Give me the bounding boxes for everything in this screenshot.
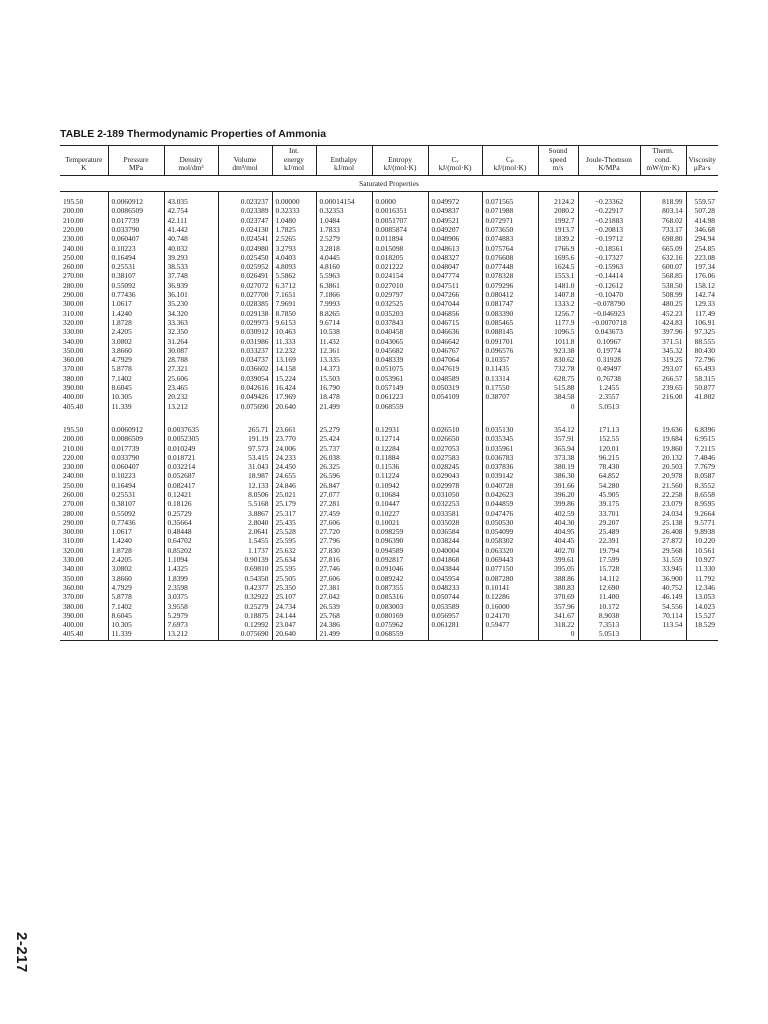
- column-header-line: Pressure: [123, 154, 149, 164]
- data-column-cell: 19.636 19.684 19.860 20.132 20.503 20.978 21.560 22.258 23.079 24.034 25.138 26.408 27.872 29.568 31.559 33.945 36.900 40.752 46.149 54.556 70.114 113.54: [640, 425, 686, 640]
- data-column-cell: 23.661 23.770 24.006 24.233 24.450 24.655 24.846 25.021 25.179 25.317 25.435 25.528 25.595 25.632 25.634 25.595 25.505 25.350 25.107 24.734 24.144 23.047 20.640: [272, 425, 316, 640]
- column-header-line: Entropy: [388, 154, 412, 164]
- data-column-cell: 265.71 191.19 97.573 53.415 31.043 18.987 12.133 8.0506 5.5168 3.8867 2.8040 2.0641 1.5455 1.1737 0.90139 0.69810 0.54350 0.42377 0.32922 0.25279 0.18875 0.12992 0.075690: [218, 425, 272, 640]
- data-column-cell: 0.00000 0.32333 1.0480 1.7825 2.5265 3.2793 4.0403 4.8093 5.5862 6.3712 7.1651 7.9691 8.7850 9.6153 10.463 11.333 12.232 13.169 14.158 15.224 16.424 17.969 20.640: [272, 192, 316, 411]
- data-column-cell: 43.035 42.754 42.111 41.442 40.748 40.032 39.293 38.533 37.748 36.939 36.101 35.230 34.320 33.363 32.350 31.264 30.087 28.788 27.321 25.606 23.465 20.232 13.212: [164, 192, 218, 411]
- data-column-cell: 6.8396 6.9515 7.2115 7.4846 7.7679 8.0587 8.3552 8.6558 8.9595 9.2664 9.5771 9.8938 10.220 10.561 10.927 11.330 11.792 12.346 13.053 14.023 15.527 18.529: [686, 425, 718, 640]
- data-column-cell: 354.12 357.91 365.94 373.38 380.19 386.30 391.66 396.20 399.86 402.59 404.30 404.95 404.45 402.70 399.61 395.05 388.86 380.83 370.69 357.96 341.67 318.22 0: [538, 425, 578, 640]
- data-column-cell: 0.0060912 0.0086509 0.017739 0.033790 0.060407 0.10223 0.16494 0.25531 0.38107 0.55092 0.77436 1.0617 1.4240 1.8728 2.4205 3.0802 3.8660 4.7929 5.8778 7.1402 8.6045 10.305 11.339: [108, 192, 164, 411]
- column-header-line: Temperature: [65, 154, 103, 164]
- data-column-cell: 0.12931 0.12714 0.12284 0.11884 0.11536 0.11224 0.10942 0.10684 0.10447 0.10227 0.10021 0.098259 0.096390 0.094589 0.092817 0.091046 0.089242 0.087355 0.085316 0.083003 0.080169 0.075962 0.068559: [372, 425, 428, 640]
- column-header-line: dm³/mol: [232, 163, 258, 173]
- data-column-cell: 559.57 507.28 414.98 346.68 294.94 254.85 223.08 197.34 176.06 158.12 142.74 129.33 117.49 106.91 97.325 88.555 80.430 72.796 65.493 58.315 50.877 41.802: [694, 197, 715, 402]
- column-header: [218, 146, 272, 176]
- column-header-line: kJ/(mol·K): [438, 163, 472, 173]
- column-header: [164, 146, 218, 176]
- column-header-line: cond.: [654, 154, 672, 164]
- column-header-line: K/MPa: [598, 163, 620, 173]
- column-header-line: Int.: [288, 146, 300, 155]
- column-header-line: Sound: [548, 146, 568, 155]
- data-column-cell: 25.279 25.424 25.737 26.038 26.325 26.596 26.847 27.077 27.281 27.459 27.606 27.720 27.796 27.830 27.816 27.746 27.606 27.381 27.042 26.539 25.768 24.386 21.499: [316, 425, 372, 640]
- column-header-line: kJ/(mol·K): [493, 163, 527, 173]
- column-header-line: Cₚ: [505, 154, 515, 164]
- data-column-cell: 0.00014154 0.32353 1.0484 1.7833 2.5279 3.2818 4.0445 4.8160 5.5963 6.3861 7.1866 7.9993 8.8265 9.6714 10.538 11.432 12.361 13.335 14.373 15.503 16.790 18.478 21.499: [316, 192, 372, 411]
- column-header-line: Enthalpy: [330, 154, 358, 164]
- data-column-cell: 171.13 152.55 120.01 96.215 78.430 64.852 54.280 45.905 39.175 33.701 29.207 25.489 22.391 19.794 17.599 15.728 14.112 12.690 11.400 10.172 8.9038 7.3513 5.0513: [578, 425, 640, 640]
- data-column-cell: 0.071565 0.071988 0.072971 0.073650 0.074883 0.075764 0.076608 0.077448 0.078328 0.079296 0.080412 0.081747 0.083390 0.085465 0.088145 0.091701 0.096576 0.10357 0.11435 0.13314 0.17550 0.38707: [482, 192, 538, 411]
- section-label-row: [60, 175, 718, 191]
- column-header-line: kJ/(mol·K): [383, 163, 417, 173]
- column-header-line: K: [81, 163, 87, 173]
- header-row: [60, 146, 718, 176]
- column-header: [578, 146, 640, 176]
- data-column-cell: 195.50 200.00 210.00 220.00 230.00 240.00 250.00 260.00 270.00 280.00 290.00 300.00 310.00 320.00 330.00 340.00 350.00 360.00 370.00 380.00 390.00 400.00 405.40: [60, 425, 108, 640]
- column-header-line: Density: [179, 154, 203, 164]
- page-number: 2-217: [13, 932, 30, 973]
- column-header-line: Cᵥ: [451, 154, 459, 164]
- column-header: [60, 146, 108, 176]
- data-column-cell: 0.0037635 0.0052305 0.010249 0.018721 0.032214 0.052687 0.082417 0.12421 0.18126 0.25729 0.35664 0.48448 0.64702 0.85202 1.1094 1.4325 1.8399 2.3598 3.0375 3.9558 5.2979 7.6973 13.212: [164, 425, 218, 640]
- column-header: [372, 146, 428, 176]
- column-header-line: Volume: [233, 154, 257, 164]
- data-column-cell: 2124.2 2080.2 1992.7 1913.7 1839.2 1766.9 1695.6 1624.5 1553.1 1481.0 1407.8 1333.2 1256.7 1177.9 1096.5 1011.8 923.38 830.62 732.78 628.75 515.88 384.58 0: [538, 192, 578, 411]
- ammonia-properties-table: [60, 145, 718, 641]
- column-header-line: energy: [284, 154, 304, 164]
- column-header-line: speed: [549, 154, 567, 164]
- data-column-cell: 0.049972 0.049837 0.049521 0.049207 0.048906 0.048613 0.048327 0.048047 0.047774 0.047511 0.047266 0.047044 0.046856 0.046715 0.046636 0.046642 0.046767 0.047064 0.047619 0.048589 0.050319 0.054109: [428, 192, 482, 411]
- data-column-cell: 0.023237 0.023389 0.023747 0.024130 0.024541 0.024980 0.025450 0.025952 0.026491 0.027072 0.027700 0.028385 0.029138 0.029973 0.030912 0.031986 0.033237 0.034737 0.036602 0.039054 0.042616 0.049426 0.075690: [218, 192, 272, 411]
- column-header-line: kJ/mol: [333, 163, 355, 173]
- column-header-line: μPa·s: [693, 163, 711, 173]
- column-header: [272, 146, 316, 176]
- vapor-block-row: [60, 425, 718, 640]
- column-header-line: Joule-Thomson: [586, 154, 632, 164]
- column-header-line: MPa: [129, 163, 143, 173]
- data-column-cell: 0.0000 0.0016351 0.0051707 0.0085874 0.011894 0.015098 0.018205 0.021222 0.024154 0.027010 0.029797 0.032525 0.035203 0.037843 0.040458 0.043065 0.045682 0.048339 0.051075 0.053961 0.057149 0.061223 0.068559: [372, 192, 428, 411]
- table-title: TABLE 2-189 Thermodynamic Properties of Ammonia: [60, 128, 327, 140]
- block-gap: [60, 411, 718, 425]
- data-column-cell: 0.035130 0.035345 0.035961 0.036783 0.037836 0.039142 0.040728 0.042623 0.044859 0.047476 0.050530 0.054099 0.058302 0.063320 0.069443 0.077150 0.087280 0.10141 0.12286 0.16000 0.24170 0.59477: [482, 425, 538, 640]
- column-header-line: mW/(m·K): [646, 163, 680, 173]
- data-column-cell: 0.026510 0.026650 0.027053 0.027583 0.028245 0.029043 0.029978 0.031050 0.032253 0.033581 0.035028 0.036584 0.038244 0.040004 0.041868 0.043844 0.045954 0.048233 0.050744 0.053589 0.056957 0.061281: [428, 425, 482, 640]
- column-header: [108, 146, 164, 176]
- column-header: [482, 146, 538, 176]
- column-header-line: Viscosity: [688, 154, 716, 164]
- column-header: [316, 146, 372, 176]
- column-header-line: mol/dm³: [178, 163, 204, 173]
- column-header-line: m/s: [552, 163, 564, 173]
- column-header: [538, 146, 578, 176]
- saturated-properties-label: Saturated Properties: [60, 175, 718, 191]
- data-column-cell: 195.50 200.00 210.00 220.00 230.00 240.00 250.00 260.00 270.00 280.00 290.00 300.00 310.00 320.00 330.00 340.00 350.00 360.00 370.00 380.00 390.00 400.00 405.40: [60, 192, 108, 411]
- column-header: [640, 146, 686, 176]
- column-header: [428, 146, 482, 176]
- column-header-line: Therm.: [652, 146, 674, 155]
- column-header-line: kJ/mol: [283, 163, 305, 173]
- liquid-block-row: [60, 192, 718, 411]
- column-header: [686, 146, 718, 176]
- data-column-cell: −0.23362 −0.22917 −0.21883 −0.20813 −0.19712 −0.18561 −0.17327 −0.15963 −0.14414 −0.12612 −0.10470 −0.078790 −0.046923 −0.0070718 0.043673 0.10967 0.19774 0.31928 0.49497 0.76738 1.2455 2.3557 5.0513: [578, 192, 640, 411]
- data-column-cell: 0.0060912 0.0086509 0.017739 0.033790 0.060407 0.10223 0.16494 0.25531 0.38107 0.55092 0.77436 1.0617 1.4240 1.8728 2.4205 3.0802 3.8660 4.7929 5.8778 7.1402 8.6045 10.305 11.339: [108, 425, 164, 640]
- data-column-cell: 818.99 803.14 768.02 733.17 698.80 665.09 632.16 600.07 568.85 538.50 508.99 480.25 452.23 424.83 397.96 371.51 345.32 319.25 293.07 266.57 239.65 216.00: [640, 192, 686, 411]
